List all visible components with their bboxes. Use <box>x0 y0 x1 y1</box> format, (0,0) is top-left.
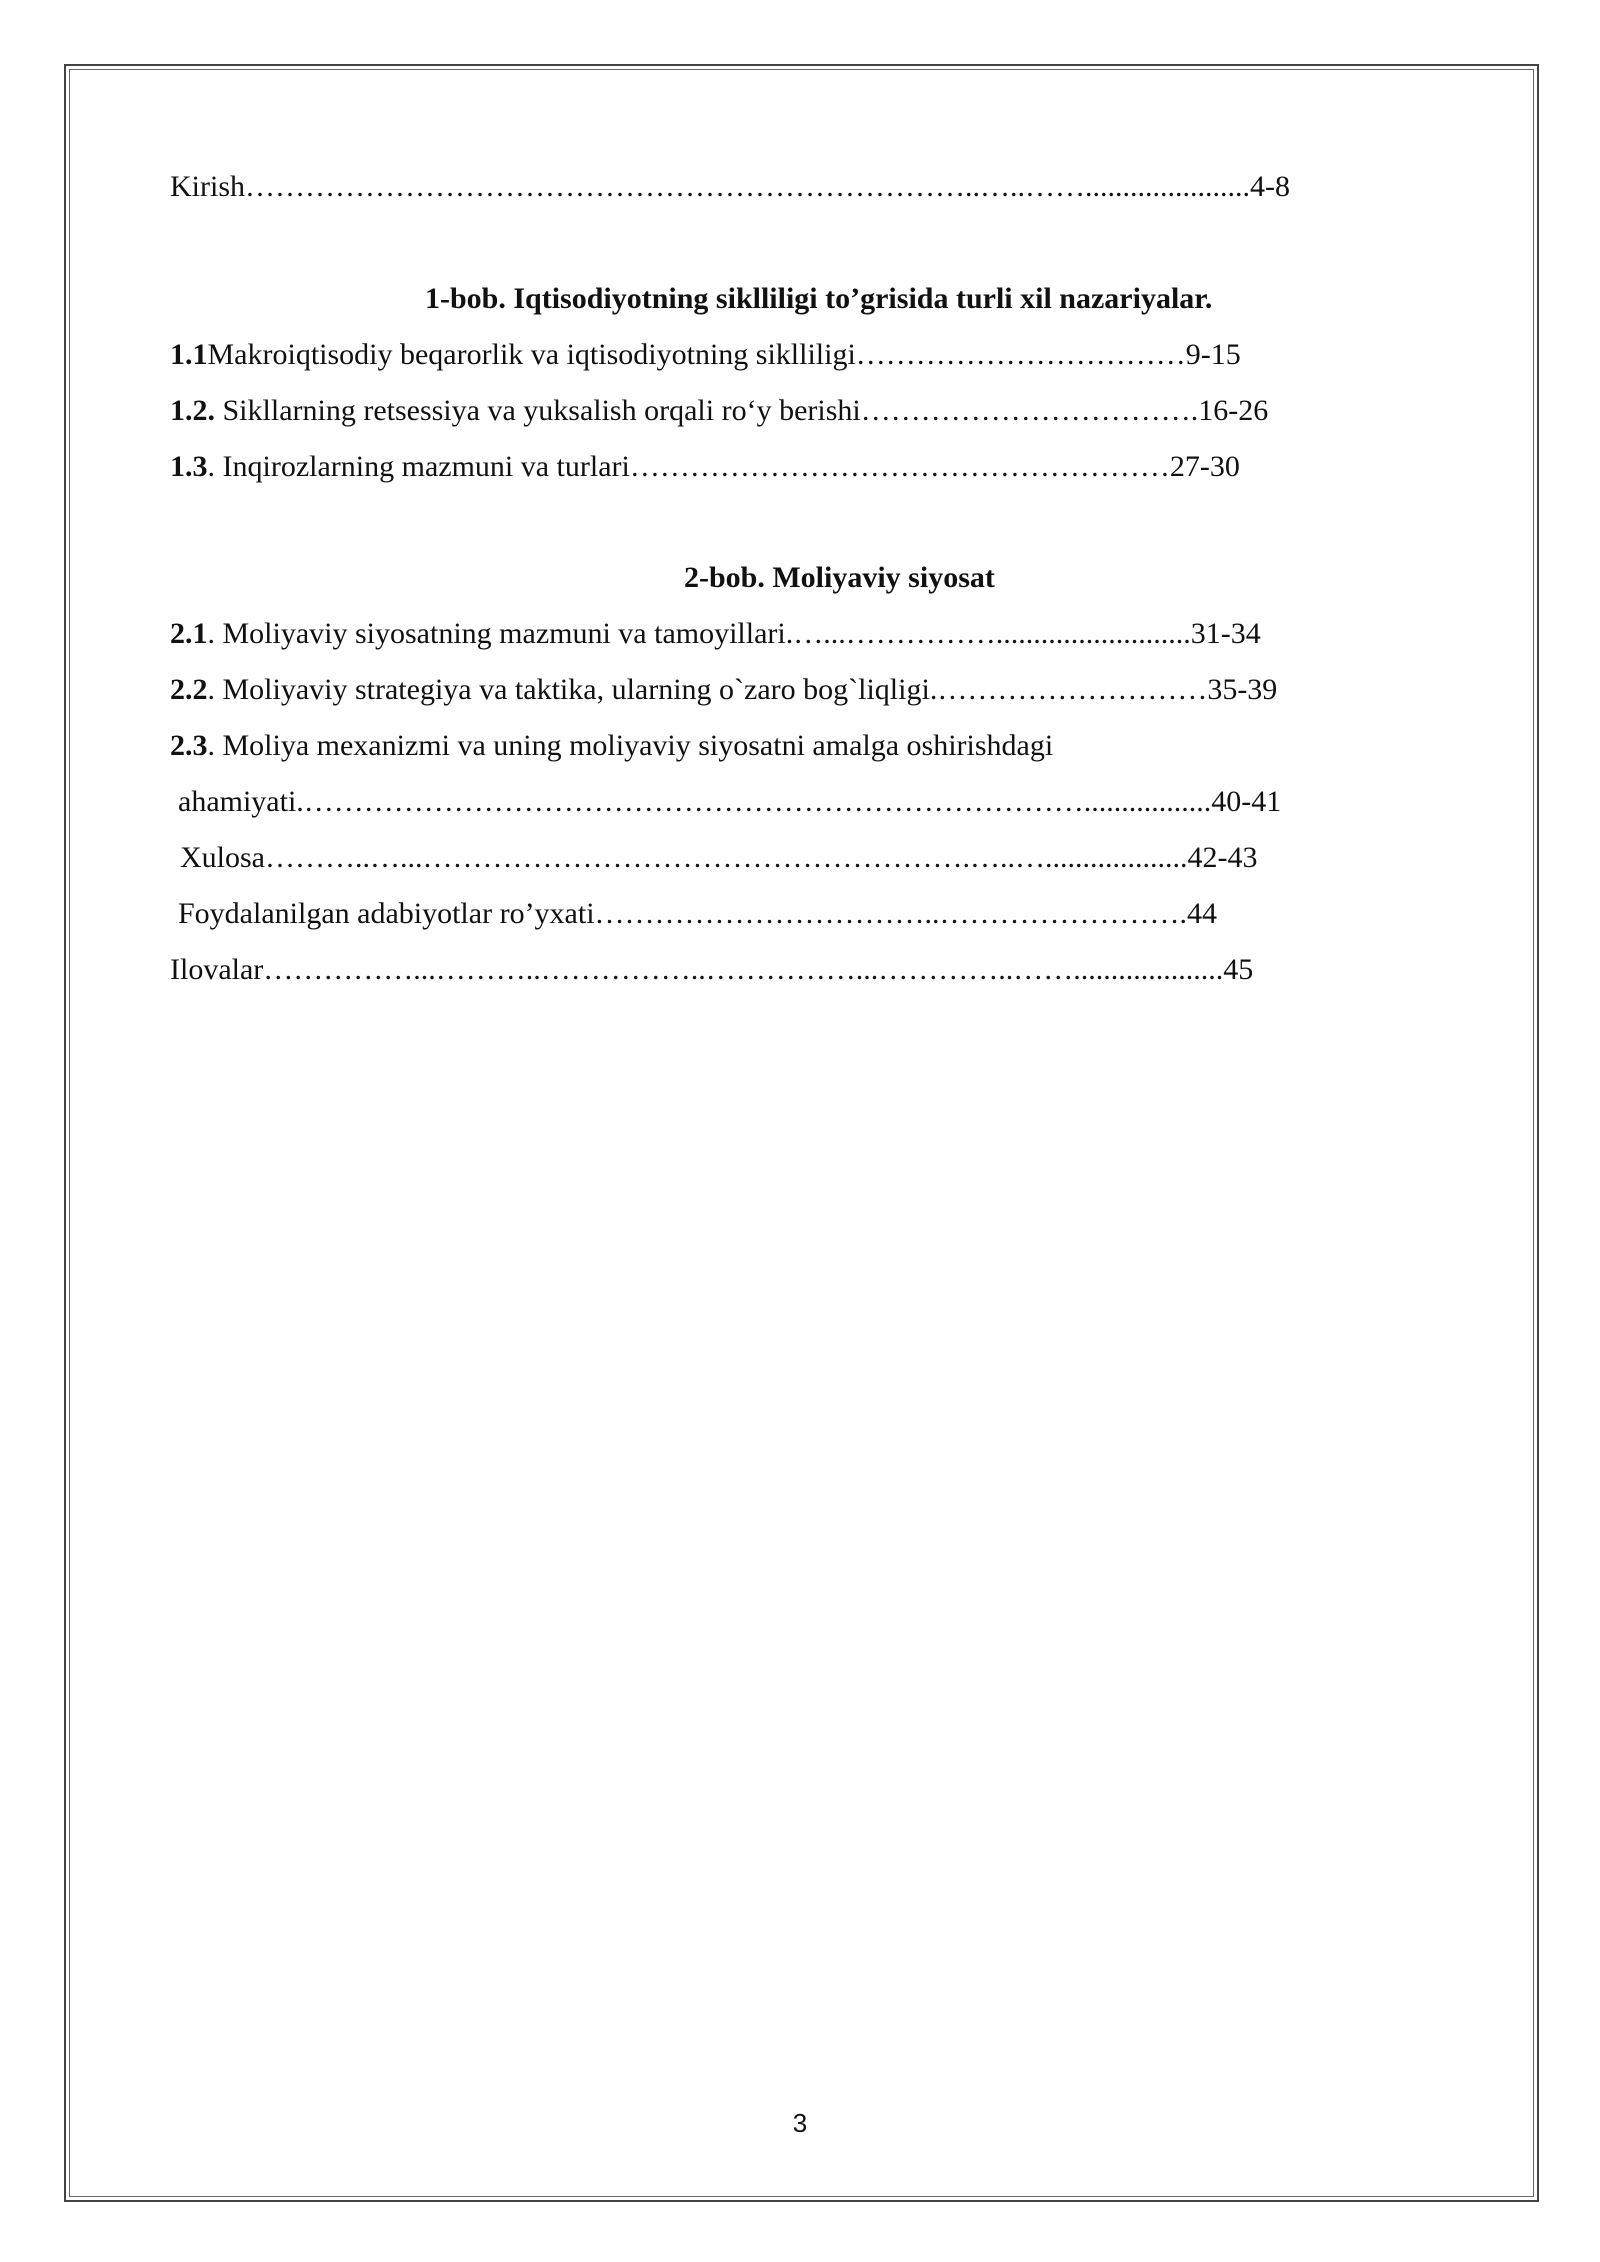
chapter-1-heading: 1-bob. Iqtisodiyotning siklliligi to’grisida turli xil nazariyalar. <box>425 282 1213 315</box>
toc-entry-1-1 <box>170 337 1241 373</box>
toc-entry-intro: Kirish………………………………………………………………..…..……......................4-8 <box>170 170 1290 203</box>
section-title: Makroiqtisodiy beqarorlik va iqtisodiyotning siklliligi……………………………9-15 <box>207 338 1241 371</box>
toc-entry-2-2 <box>170 672 1277 708</box>
toc-entry-references: Foydalanilgan adabiyotlar ro’yxati……………………………..…………………….44 <box>178 897 1218 930</box>
section-number: 2.1 <box>170 617 208 650</box>
toc-entry-2-1 <box>170 616 1261 652</box>
section-number: 2.3 <box>170 729 208 762</box>
section-title: Sikllarning retsessiya va yuksalish orqali ro‘y berishi…………………………….16-26 <box>215 394 1269 427</box>
section-title: . Moliyaviy strategiya va taktika, ularning o`zaro bog`liqligi.………………………35-39 <box>207 673 1278 706</box>
toc-entry-1-2 <box>170 393 1268 429</box>
section-title: . Inqirozlarning mazmuni va turlari………………………………………………27-30 <box>207 450 1240 483</box>
section-title: . Moliya mexanizmi va uning moliyaviy siyosatni amalga oshirishdagi <box>207 729 1054 762</box>
toc-entry-conclusion: Xulosa………..…...……………………………………………….…..…...................42-43 <box>180 841 1258 874</box>
page-border-inner <box>69 69 1534 2197</box>
toc-entry-appendix: Ilovalar……………...………..……………..……………...…………..……....................45 <box>170 953 1254 986</box>
page-number: 3 <box>792 2108 808 2138</box>
section-number: 2.2 <box>170 673 208 706</box>
section-number: 1.2. <box>170 394 215 427</box>
chapter-2-heading: 2-bob. Moliyaviy siyosat <box>684 561 995 594</box>
toc-entry-1-3 <box>170 449 1240 485</box>
section-number: 1.3 <box>170 450 208 483</box>
toc-entry-2-3 <box>170 728 1053 764</box>
section-number: 1.1 <box>170 338 208 371</box>
section-title: . Moliyaviy siyosatning mazmuni va tamoyillari.…...……………..........................31-34 <box>207 617 1261 650</box>
toc-entry-2-3-continuation: ahamiyati.…………………………………………………………………….................40-41 <box>178 785 1282 818</box>
